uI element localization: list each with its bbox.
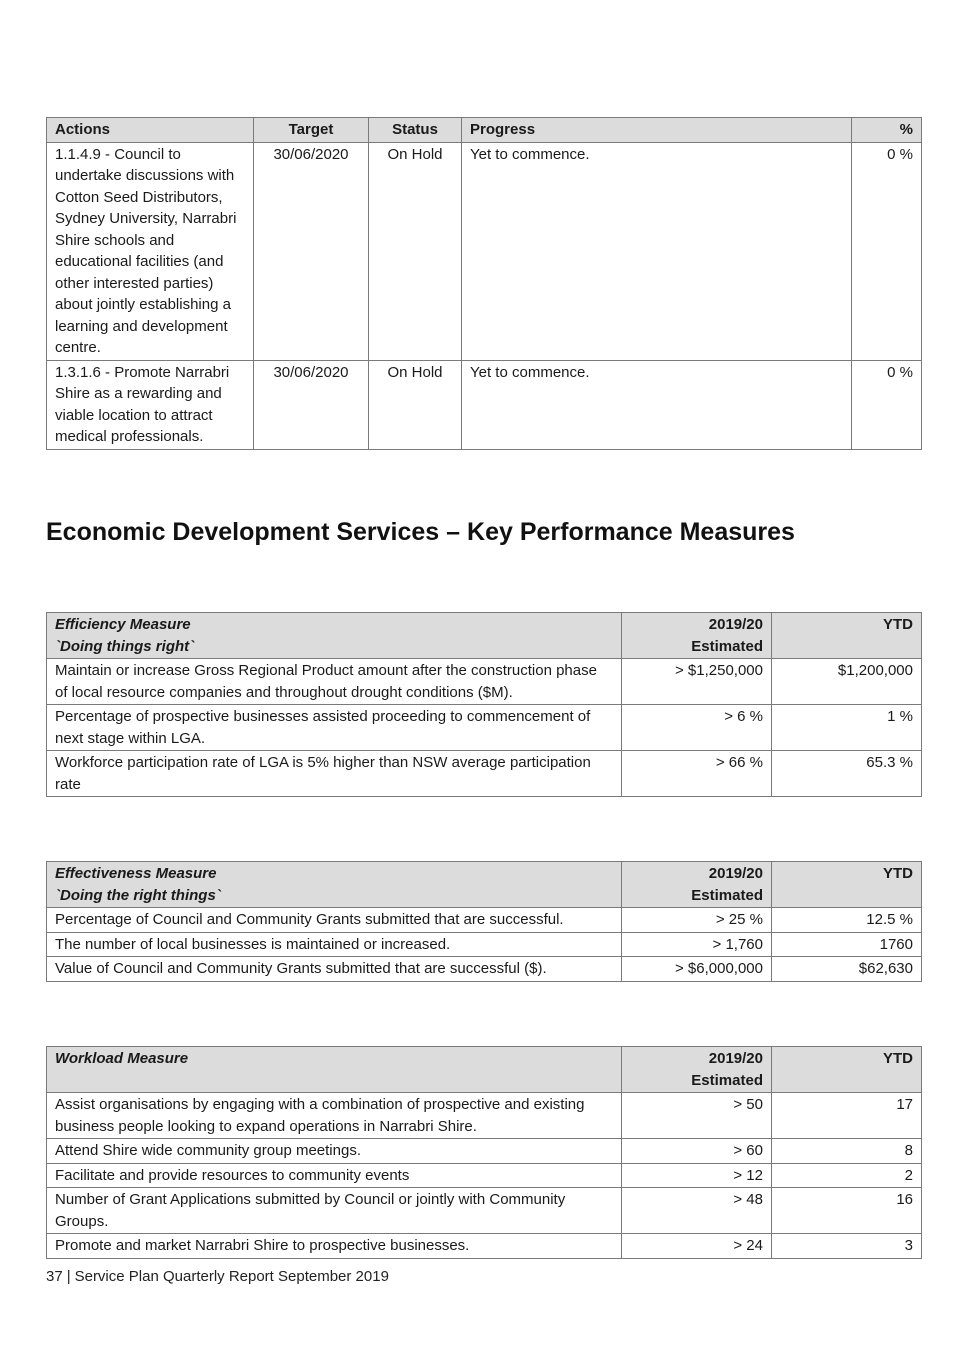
measure-text: Promote and market Narrabri Shire to prospective businesses. — [47, 1234, 622, 1259]
efficiency-title: Efficiency Measure — [55, 616, 191, 633]
header-status: Status — [369, 118, 462, 143]
estimated-value: > $1,250,000 — [622, 659, 772, 705]
footer-separator: | — [66, 1268, 71, 1285]
table-row — [47, 751, 922, 797]
estimated-header-label: Estimated — [691, 637, 763, 655]
ytd-value: 65.3 % — [772, 751, 922, 797]
table-row — [47, 932, 922, 957]
ytd-value: 3 — [772, 1234, 922, 1259]
estimated-value: > 66 % — [622, 751, 772, 797]
estimated-header-year: 2019/20 — [708, 1050, 763, 1067]
estimated-header — [622, 613, 772, 659]
ytd-header: YTD — [772, 862, 922, 908]
effectiveness-subtitle: `Doing the right things` — [55, 886, 221, 904]
measure-text: The number of local businesses is maintained or increased. — [47, 932, 622, 957]
effectiveness-table — [46, 861, 922, 982]
page-number: 37 — [46, 1268, 63, 1285]
estimated-header — [622, 1047, 772, 1093]
ytd-value: 1 % — [772, 705, 922, 751]
header-progress: Progress — [462, 118, 852, 143]
estimated-value: > 60 — [622, 1139, 772, 1164]
efficiency-table — [46, 612, 922, 797]
estimated-value: > 12 — [622, 1163, 772, 1188]
estimated-value: > 24 — [622, 1234, 772, 1259]
ytd-value: $1,200,000 — [772, 659, 922, 705]
effectiveness-header — [47, 862, 622, 908]
measure-text: Percentage of prospective businesses assisted proceeding to commencement of next stage within LGA. — [47, 705, 622, 751]
footer-text: Service Plan Quarterly Report September 2019 — [74, 1268, 389, 1285]
table-row — [47, 659, 922, 705]
estimated-value: > $6,000,000 — [622, 957, 772, 982]
estimated-header-label: Estimated — [691, 1071, 763, 1089]
status-text: On Hold — [369, 142, 462, 360]
efficiency-subtitle: `Doing things right` — [55, 637, 195, 655]
ytd-value: 16 — [772, 1188, 922, 1234]
table-header-row — [47, 118, 922, 143]
estimated-value: > 25 % — [622, 908, 772, 933]
header-target: Target — [254, 118, 369, 143]
table-header-row — [47, 1047, 922, 1093]
target-date: 30/06/2020 — [254, 142, 369, 360]
estimated-value: > 48 — [622, 1188, 772, 1234]
table-row — [47, 142, 922, 360]
workload-table — [46, 1046, 922, 1259]
page-footer — [46, 1268, 389, 1285]
measure-text: Number of Grant Applications submitted by Council or jointly with Community Groups. — [47, 1188, 622, 1234]
table-header-row — [47, 613, 922, 659]
progress-text: Yet to commence. — [462, 142, 852, 360]
ytd-value: 17 — [772, 1093, 922, 1139]
percent-value: 0 % — [852, 360, 922, 449]
estimated-value: > 50 — [622, 1093, 772, 1139]
status-text: On Hold — [369, 360, 462, 449]
action-text: 1.3.1.6 - Promote Narrabri Shire as a rewarding and viable location to attract medical professionals. — [47, 360, 254, 449]
measure-text: Value of Council and Community Grants submitted that are successful ($). — [47, 957, 622, 982]
table-row — [47, 1163, 922, 1188]
estimated-header — [622, 862, 772, 908]
measure-text: Percentage of Council and Community Grants submitted that are successful. — [47, 908, 622, 933]
header-actions: Actions — [47, 118, 254, 143]
percent-value: 0 % — [852, 142, 922, 360]
table-row — [47, 705, 922, 751]
measure-text: Assist organisations by engaging with a combination of prospective and existing business people looking to expand operations in Narrabri Shire. — [47, 1093, 622, 1139]
estimated-header-year: 2019/20 — [708, 865, 763, 882]
table-row — [47, 360, 922, 449]
actions-table — [46, 117, 922, 450]
workload-header — [47, 1047, 622, 1093]
progress-text: Yet to commence. — [462, 360, 852, 449]
ytd-value: 8 — [772, 1139, 922, 1164]
table-row — [47, 908, 922, 933]
estimated-header-label: Estimated — [691, 886, 763, 904]
measure-text: Maintain or increase Gross Regional Product amount after the construction phase of local resource companies and throughout drought conditions ($M). — [47, 659, 622, 705]
ytd-value: 1760 — [772, 932, 922, 957]
workload-title: Workload Measure — [55, 1050, 189, 1067]
ytd-value: $62,630 — [772, 957, 922, 982]
estimated-header-year: 2019/20 — [708, 616, 763, 633]
estimated-value: > 1,760 — [622, 932, 772, 957]
effectiveness-title: Effectiveness Measure — [55, 865, 217, 882]
header-percent: % — [852, 118, 922, 143]
table-row — [47, 1234, 922, 1259]
ytd-value: 12.5 % — [772, 908, 922, 933]
target-date: 30/06/2020 — [254, 360, 369, 449]
section-heading: Economic Development Services – Key Performance Measures — [46, 518, 795, 546]
table-row — [47, 1139, 922, 1164]
table-row — [47, 957, 922, 982]
efficiency-header — [47, 613, 622, 659]
table-row — [47, 1093, 922, 1139]
measure-text: Workforce participation rate of LGA is 5% higher than NSW average participation rate — [47, 751, 622, 797]
ytd-header: YTD — [772, 1047, 922, 1093]
action-text: 1.1.4.9 - Council to undertake discussions with Cotton Seed Distributors, Sydney University, Narrabri Shire schools and educational facilities (and other interested parties) about jointly establishing a learning and development centre. — [47, 142, 254, 360]
ytd-header: YTD — [772, 613, 922, 659]
measure-text: Attend Shire wide community group meetings. — [47, 1139, 622, 1164]
estimated-value: > 6 % — [622, 705, 772, 751]
ytd-value: 2 — [772, 1163, 922, 1188]
table-row — [47, 1188, 922, 1234]
table-header-row — [47, 862, 922, 908]
measure-text: Facilitate and provide resources to community events — [47, 1163, 622, 1188]
